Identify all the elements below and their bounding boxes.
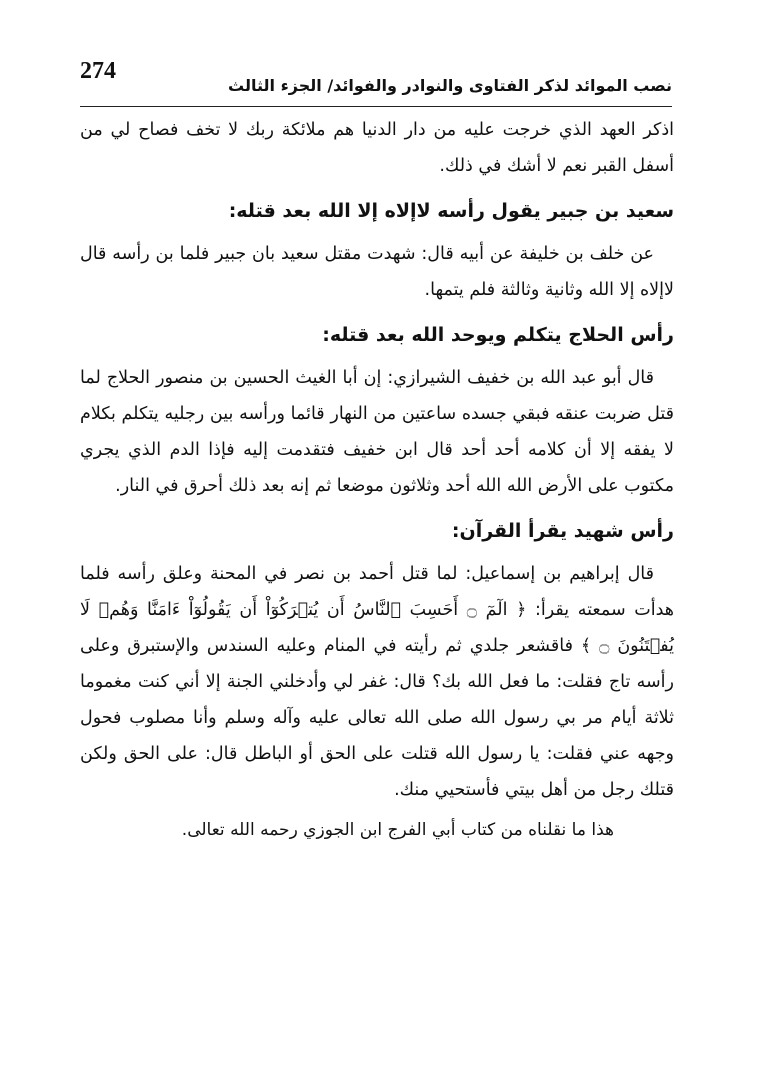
page-header bbox=[80, 56, 672, 100]
section-heading-hallaj: رأس الحلاج يتكلم ويوحد الله بعد قتله: bbox=[322, 324, 674, 346]
paragraph-martyr-quran: قال إبراهيم بن إسماعيل: لما قتل أحمد بن نصر في المحنة وعلق رأسه فلما هدأت سمعته يقرأ: ﴿ الٓمٓ ۝ أَحَسِبَ ٱلنَّاسُ أَن يُتۡرَكُوٓاْ أَن يَقُولُوٓاْ ءَامَنَّا وَهُمۡ لَا يُفۡتَنُونَ ۝ ﴾ فاقشعر جلدي ثم رأيته في المنام وعليه السندس والإستبرق وعلى رأسه تاج فقلت: ما فعل الله بك؟ قال: غفر لي وأدخلني الجنة إلا أني كنت مغموما ثلاثة أيام مر بي رسول الله صلى الله تعالى عليه وآله وسلم وأنا مصلوب فحول وجهه عني فقلت: يا رسول الله قتلت على الحق أو الباطل قال: على الحق ولكن قتلك رجل من أهل بيتي فأستحيي منك. bbox=[80, 564, 674, 800]
running-title: نصب الموائد لذكر الفتاوى والنوادر والفوائد/ الجزء الثالث bbox=[228, 76, 672, 95]
opening-paragraph: اذكر العهد الذي خرجت عليه من دار الدنيا هم ملائكة ربك لا تخف فصاح لي من أسفل القبر نعم لا أشك في ذلك. bbox=[80, 120, 674, 176]
section-heading-saeed-bin-jubair: سعيد بن جبير يقول رأسه لاإلاه إلا الله بعد قتله: bbox=[228, 200, 674, 222]
closing-note: هذا ما نقلناه من كتاب أبي الفرج ابن الجوزي رحمه الله تعالى. bbox=[181, 820, 614, 840]
section-heading-martyr-quran: رأس شهيد يقرأ القرآن: bbox=[451, 520, 674, 542]
page-number: 274 bbox=[80, 58, 116, 84]
paragraph-hallaj: قال أبو عبد الله بن خفيف الشيرازي: إن أبا الغيث الحسين بن منصور الحلاج لما قتل ضربت عنقه فبقي جسده ساعتين من النهار قائما ورأسه بين رجليه يتكلم بكلام لا يفقه إلا أن كلامه أحد أحد قال ابن خفيف فتقدمت إليه فإذا الدم الذي يجري مكتوب على الأرض الله الله أحد وثلاثون موضعا ثم إنه بعد ذلك أحرق في النار. bbox=[80, 368, 674, 496]
paragraph-saeed-bin-jubair: عن خلف بن خليفة عن أبيه قال: شهدت مقتل سعيد بان جبير فلما بن رأسه قال لاإلاه إلا الله وثانية وثالثة فلم يتمها. bbox=[80, 244, 674, 300]
page-body bbox=[80, 112, 674, 848]
header-divider bbox=[80, 106, 672, 107]
